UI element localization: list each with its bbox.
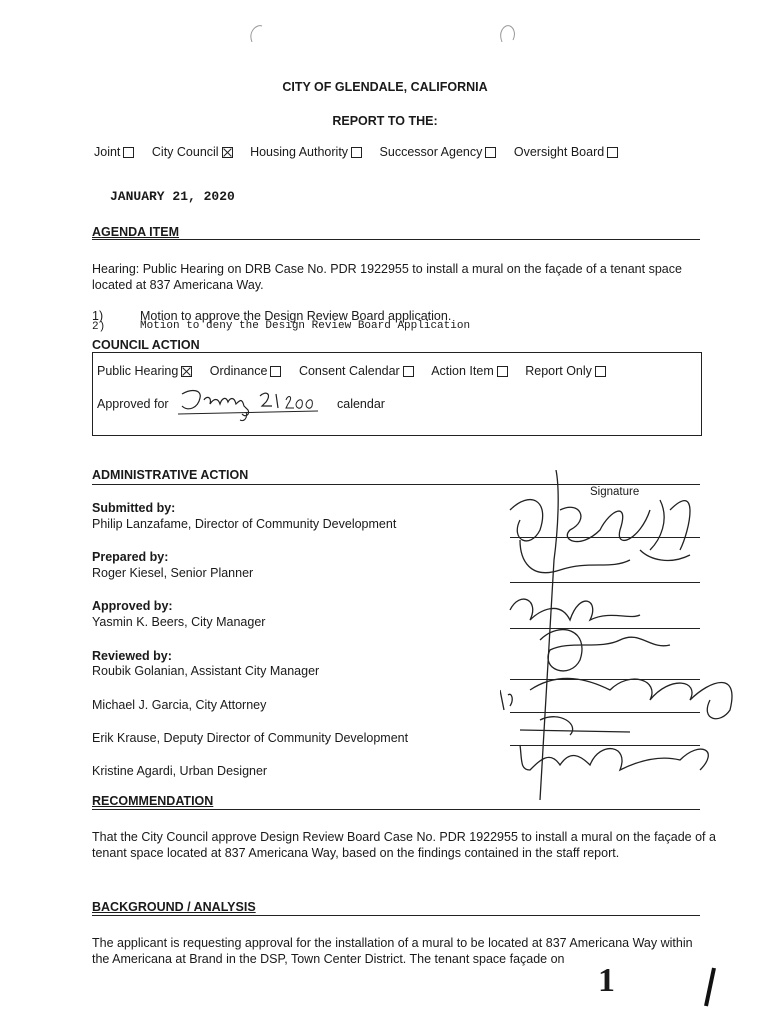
report-date: JANUARY 21, 2020 [110,189,235,204]
prepared-by-name: Roger Kiesel, Senior Planner [92,566,254,580]
checkbox[interactable] [123,147,134,158]
divider [92,435,702,436]
prepared-by-role: Prepared by: [92,550,169,564]
motion-1-number: 1) [92,309,104,323]
option-consent-calendar[interactable]: Consent Calendar [299,364,414,378]
agenda-text: Hearing: Public Hearing on DRB Case No. PDR 1922955 to install a mural on the façade of a tenant space located at 837 Americana Way. [92,262,682,292]
background-text: The applicant is requesting approval for the installation of a mural to be located at 837 Americana Way within the Americana at Brand in the DSP, Town Center District. The tenant space façade on [92,936,693,966]
divider [92,915,700,916]
report-to-title: REPORT TO THE: [332,114,438,128]
option-ordinance[interactable]: Ordinance [210,364,282,378]
recipient-joint[interactable]: Joint [94,145,134,159]
divider [92,809,700,810]
punch-hole-mark [248,22,270,50]
signature-label: Signature [590,486,640,498]
handwritten-date [178,384,328,422]
city-title: CITY OF GLENDALE, CALIFORNIA [282,80,488,94]
approved-for-label: Approved for [97,397,169,411]
motion-2-number: 2) [92,321,106,333]
reviewed-by-role: Reviewed by: [92,649,172,663]
recipient-row [94,145,632,159]
agenda-item-title: AGENDA ITEM [92,225,180,239]
background-title: BACKGROUND / ANALYSIS [92,900,256,914]
recipient-city-council[interactable]: City Council [152,145,233,159]
checkbox[interactable] [485,147,496,158]
recommendation-title: RECOMMENDATION [92,794,214,808]
recipient-successor-agency[interactable]: Successor Agency [380,145,497,159]
deputy-director-name: Erik Krause, Deputy Director of Community Development [92,731,409,745]
page-number: 1 [598,962,615,999]
motion-2-text: Motion to deny the Design Review Board Application [140,320,471,332]
checkbox[interactable] [497,366,508,377]
checkbox[interactable] [270,366,281,377]
checkbox[interactable] [595,366,606,377]
option-action-item[interactable]: Action Item [431,364,508,378]
admin-action-title: ADMINISTRATIVE ACTION [92,468,249,482]
punch-hole-mark [496,22,518,50]
option-report-only[interactable]: Report Only [525,364,606,378]
checkbox[interactable] [607,147,618,158]
pen-mark [700,966,720,1010]
recipient-housing-authority[interactable]: Housing Authority [250,145,362,159]
checkbox[interactable] [403,366,414,377]
option-public-hearing[interactable]: Public Hearing [97,364,192,378]
divider [92,239,700,240]
urban-designer-name: Kristine Agardi, Urban Designer [92,764,268,778]
checkbox-checked[interactable] [181,366,192,377]
city-attorney-name: Michael J. Garcia, City Attorney [92,698,267,712]
checkbox[interactable] [351,147,362,158]
council-action-title: COUNCIL ACTION [92,338,200,352]
motion-1-text: Motion to approve the Design Review Board application. [140,309,452,323]
council-options-row [97,364,606,378]
submitted-by-role: Submitted by: [92,501,176,515]
reviewed-by-name: Roubik Golanian, Assistant City Manager [92,664,320,678]
recommendation-text: That the City Council approve Design Review Board Case No. PDR 1922955 to install a mural on the façade of a tenant space located at 837 Americana Way, based on the findings contained in the staff report. [92,830,716,860]
approved-by-role: Approved by: [92,599,173,613]
approved-by-name: Yasmin K. Beers, City Manager [92,615,266,629]
calendar-label: calendar [337,397,385,411]
checkbox-checked[interactable] [222,147,233,158]
handwritten-date-text [178,395,186,396]
recipient-oversight-board[interactable]: Oversight Board [514,145,618,159]
signature-scribbles [500,470,750,800]
submitted-by-name: Philip Lanzafame, Director of Community Development [92,517,397,531]
